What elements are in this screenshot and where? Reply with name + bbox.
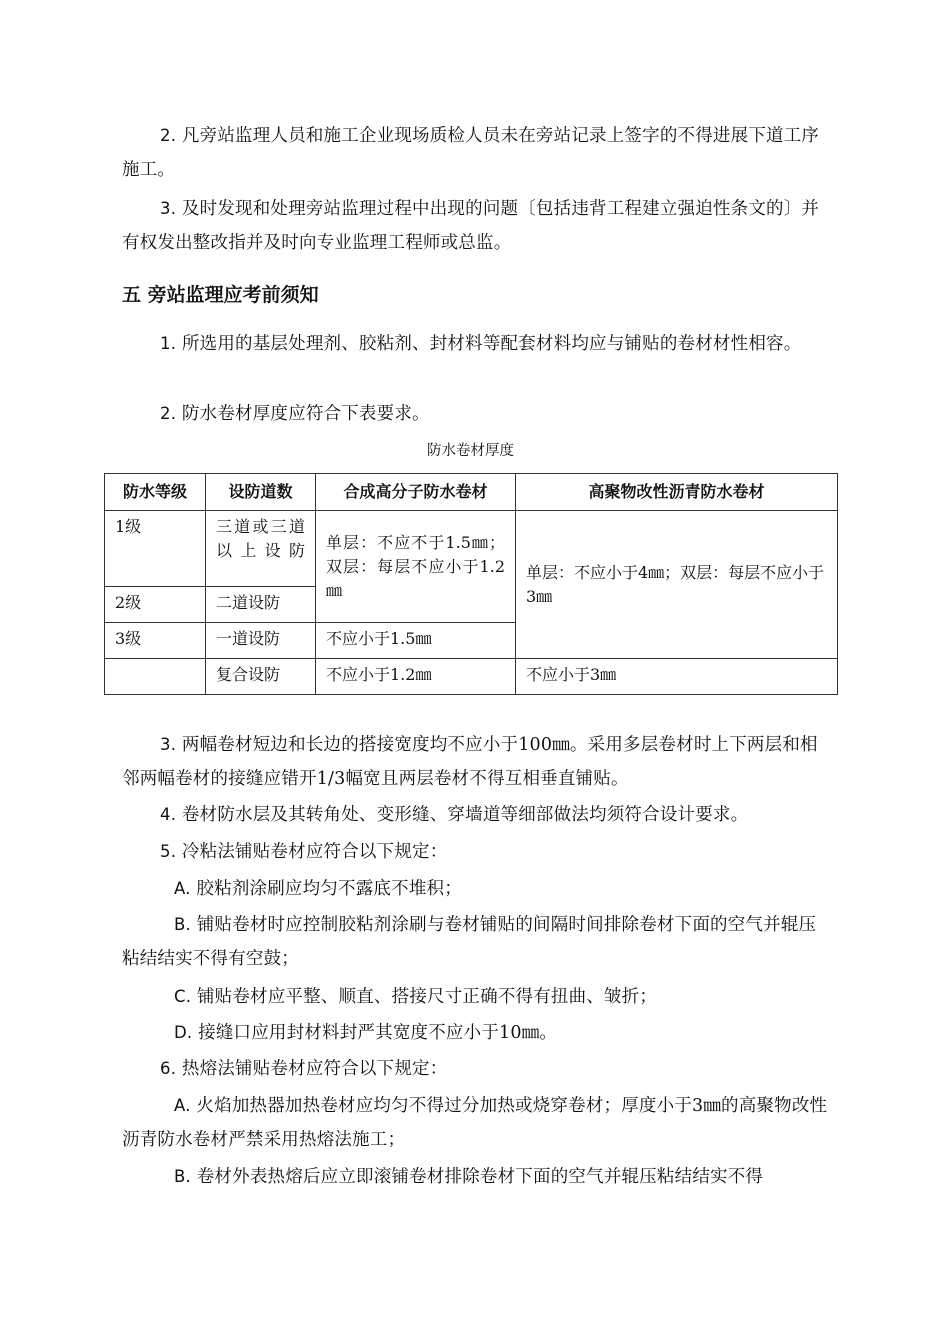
item-text: 热熔法铺贴卷材应符合以下规定： — [181, 1059, 448, 1079]
item-text: 卷材防水层及其转角处、变形缝、穿墙道等细部做法均须符合设计要求。 — [181, 805, 749, 825]
list-item-2 — [122, 397, 832, 431]
sub-item-a — [122, 1089, 832, 1157]
list-item-1 — [122, 327, 832, 361]
cell-lines: 一道设防 — [206, 623, 316, 659]
item-text: 所选用的基层处理剂、胶粘剂、封材料等配套材料均应与铺贴的卷材材性相容。 — [181, 334, 802, 354]
item-text: 凡旁站监理人员和施工企业现场质检人员未在旁站记录上签字的不得进展下道工序施工。 — [122, 126, 820, 180]
list-item-5 — [122, 835, 832, 869]
table-row — [105, 659, 838, 695]
cell-lines: 二道设防 — [206, 587, 316, 623]
cell-asphalt-merged: 单层：不应小于4㎜；双层：每层不应小于3㎜ — [516, 511, 838, 659]
item-number: 3. — [160, 199, 177, 218]
item-text: 冷粘法铺贴卷材应符合以下规定： — [181, 842, 448, 862]
item-text: 接缝口应用封材料封严其宽度不应小于10㎜。 — [198, 1023, 558, 1043]
item-number: 6. — [160, 1059, 177, 1078]
cell-synthetic-merged: 单层：不应不于1.5㎜；双层：每层不应小于1.2㎜ — [316, 511, 516, 623]
table-caption: 防水卷材厚度 — [427, 443, 514, 459]
paragraph-item-3 — [122, 192, 832, 260]
item-text: 防水卷材厚度应符合下表要求。 — [181, 404, 430, 424]
sub-item-c — [122, 980, 832, 1014]
sub-item-a — [122, 872, 832, 906]
item-text: 铺贴卷材时应控制胶粘剂涂刷与卷材铺贴的间隔时间排除卷材下面的空气并辊压粘结结实不得有空鼓； — [122, 915, 817, 969]
table-row — [105, 511, 838, 587]
header-cell-asphalt: 高聚物改性沥青防水卷材 — [516, 474, 838, 511]
item-number: D. — [174, 1023, 193, 1042]
item-number: 4. — [160, 805, 177, 824]
cell-lines: 复合设防 — [206, 659, 316, 695]
cell-grade: 1级 — [105, 511, 206, 587]
cell-grade — [105, 659, 206, 695]
item-text: 铺贴卷材应平整、顺直、搭接尺寸正确不得有扭曲、皱折； — [196, 987, 658, 1007]
section-heading: 五 旁站监理应考前须知 — [122, 284, 319, 306]
list-item-6 — [122, 1052, 832, 1086]
table-header-row — [105, 474, 838, 511]
item-text: 卷材外表热熔后应立即滚铺卷材排除卷材下面的空气并辊压粘结结实不得 — [196, 1167, 764, 1187]
sub-item-b — [122, 1160, 832, 1194]
item-number: 2. — [160, 126, 177, 145]
item-number: 3. — [160, 735, 177, 754]
item-number: A. — [174, 1096, 191, 1115]
cell-synthetic: 不应小于1.2㎜ — [316, 659, 516, 695]
item-number: A. — [174, 879, 191, 898]
thickness-table — [104, 473, 838, 695]
cell-grade: 2级 — [105, 587, 206, 623]
header-cell-lines: 设防道数 — [206, 474, 316, 511]
item-text: 胶粘剂涂刷应均匀不露底不堆积； — [196, 879, 462, 899]
item-number: 2. — [160, 404, 177, 423]
item-text: 两幅卷材短边和长边的搭接宽度均不应小于100㎜。采用多层卷材时上下两层和相邻两幅卷材的接缝应错开1/3幅宽且两层卷材不得互相垂直铺贴。 — [122, 735, 818, 789]
sub-item-d — [122, 1016, 832, 1050]
header-cell-synthetic: 合成高分子防水卷材 — [316, 474, 516, 511]
header-cell-grade: 防水等级 — [105, 474, 206, 511]
item-text: 及时发现和处理旁站监理过程中出现的问题〔包括违背工程建立强迫性条文的〕并有权发出整改指并及时向专业监理工程师或总监。 — [122, 199, 820, 253]
item-text: 火焰加热器加热卷材应均匀不得过分加热或烧穿卷材；厚度小于3㎜的高聚物改性沥青防水卷材严禁采用热熔法施工； — [122, 1096, 828, 1150]
item-number: 5. — [160, 842, 177, 861]
item-number: C. — [174, 987, 192, 1006]
list-item-4 — [122, 798, 832, 832]
cell-grade: 3级 — [105, 623, 206, 659]
cell-lines: 三道或三道以上设防 — [206, 511, 316, 587]
item-number: B. — [174, 1167, 191, 1186]
sub-item-b — [122, 908, 832, 976]
paragraph-item-2 — [122, 119, 832, 187]
cell-synthetic: 不应小于1.5㎜ — [316, 623, 516, 659]
item-number: 1. — [160, 334, 177, 353]
list-item-3 — [122, 728, 832, 796]
cell-asphalt: 不应小于3㎜ — [516, 659, 838, 695]
item-number: B. — [174, 915, 191, 934]
